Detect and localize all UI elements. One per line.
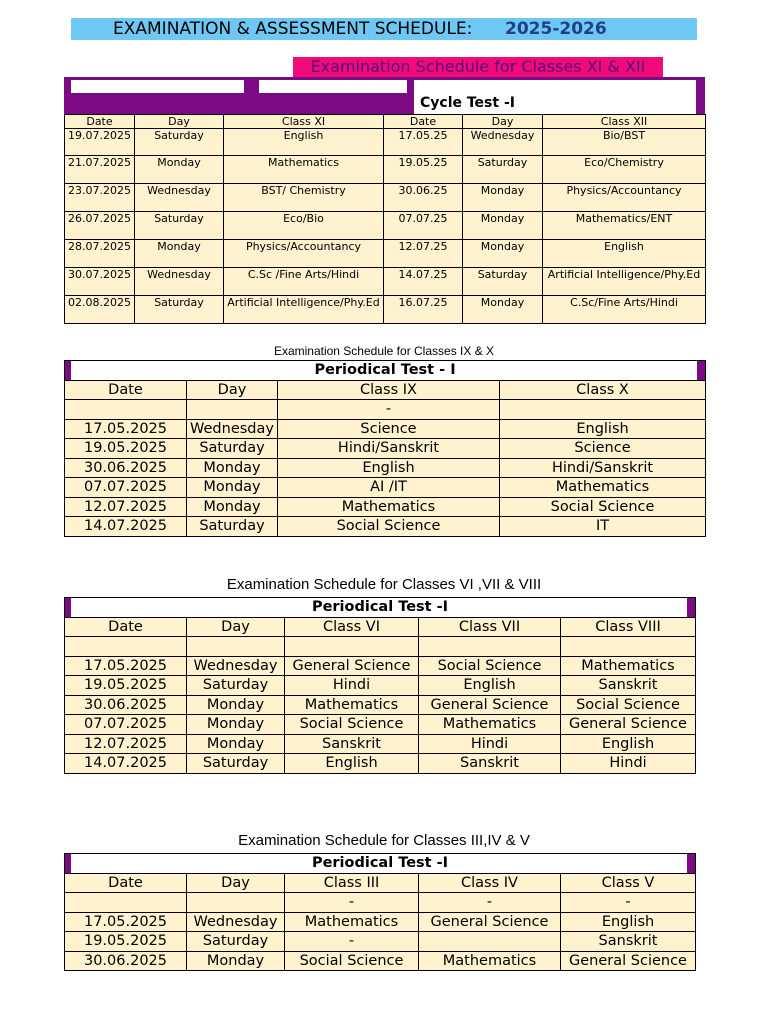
table-header-row [65,380,706,400]
day-cell: Saturday [187,517,278,537]
table-row [65,268,706,296]
date-cell: 30.06.2025 [65,951,187,971]
day-cell: Monday [463,296,543,324]
periodical-test-label: Periodical Test -I [311,599,449,615]
iii-v-schedule-table [64,853,696,971]
xi-xii-heading: Examination Schedule for Classes XI & XII [293,57,663,77]
date-cell [65,400,187,420]
vi-viii-schedule-table [64,597,696,774]
date-cell: 30.06.2025 [65,458,187,478]
day-cell: Monday [187,715,285,735]
cycle-test-label: Cycle Test -I [420,95,515,111]
header-cell: Class IX [278,380,500,400]
table-row [65,296,706,324]
header-cell: Date [65,873,187,893]
date-cell: 12.07.25 [384,240,463,268]
subject-cell: General Science [419,695,561,715]
day-cell: Monday [187,734,285,754]
subject-cell: Mathematics [285,912,419,932]
day-cell [187,893,285,913]
table-row [65,656,696,676]
subject-cell: English [543,240,706,268]
subject-cell: Sanskrit [285,734,419,754]
ix-x-heading: Examination Schedule for Classes IX & X [273,344,495,358]
subject-cell: Mathematics [278,497,500,517]
date-cell: 17.05.2025 [65,656,187,676]
header-cell: Date [65,380,187,400]
table-row [65,497,706,517]
header-cell: Date [65,617,187,637]
header-cell: Day [187,380,278,400]
periodical-test-label: Periodical Test - I [314,362,456,378]
test-title-row [65,598,696,618]
day-cell: Monday [187,951,285,971]
header-cell: Class X [500,380,706,400]
date-cell: 07.07.2025 [65,715,187,735]
subject-cell: - [285,932,419,952]
subject-cell: English [278,458,500,478]
table-row [65,715,696,735]
subject-cell: - [419,893,561,913]
day-cell: Wednesday [187,419,278,439]
day-cell: Monday [135,240,224,268]
header-cell: Day [187,617,285,637]
periodical-test-label: Periodical Test -I [311,855,449,871]
ix-x-schedule-table [64,360,706,537]
subject-cell: Mathematics [285,695,419,715]
subject-cell [561,637,696,657]
day-cell: Wednesday [463,129,543,156]
day-cell: Saturday [187,754,285,774]
date-cell: 30.07.2025 [65,268,135,296]
subject-cell: General Science [419,912,561,932]
subject-cell: Mathematics [224,156,384,184]
date-cell: 14.07.25 [384,268,463,296]
date-cell: 14.07.2025 [65,517,187,537]
subject-cell [419,637,561,657]
subject-cell: Social Science [500,497,706,517]
day-cell: Monday [463,212,543,240]
day-cell: Saturday [135,129,224,156]
subject-cell: Social Science [561,695,696,715]
subject-cell: English [224,129,384,156]
subject-cell: Science [278,419,500,439]
subject-cell: - [561,893,696,913]
subject-cell [500,400,706,420]
subject-cell: Sanskrit [419,754,561,774]
subject-cell: General Science [285,656,419,676]
subject-cell: Sanskrit [561,932,696,952]
subject-cell: C.Sc/Fine Arts/Hindi [543,296,706,324]
test-title-row [65,361,706,381]
header-cell: Class VII [419,617,561,637]
header-cell: Date [65,115,135,129]
day-cell [187,637,285,657]
day-cell: Saturday [187,676,285,696]
date-cell: 17.05.2025 [65,912,187,932]
date-cell: 28.07.2025 [65,240,135,268]
table-row [65,932,696,952]
date-cell: 16.07.25 [384,296,463,324]
day-cell: Monday [187,478,278,498]
subject-cell: Hindi/Sanskrit [278,439,500,459]
day-cell: Wednesday [135,268,224,296]
subject-cell: Hindi [561,754,696,774]
subject-cell: Mathematics/ENT [543,212,706,240]
subject-cell [285,637,419,657]
table-row [65,734,696,754]
day-cell: Saturday [135,296,224,324]
subject-cell: AI /IT [278,478,500,498]
header-cell: Class VIII [561,617,696,637]
day-cell: Monday [187,458,278,478]
header-cell: Class V [561,873,696,893]
table-row [65,951,696,971]
table-row [65,912,696,932]
table-row [65,439,706,459]
header-cell: Day [187,873,285,893]
table-row [65,676,696,696]
date-cell: 07.07.25 [384,212,463,240]
subject-cell: Physics/Accountancy [224,240,384,268]
table-row [65,400,706,420]
date-cell: 30.06.2025 [65,695,187,715]
subject-cell: Social Science [285,715,419,735]
subject-cell: - [285,893,419,913]
test-title-row [65,854,696,874]
subject-cell: General Science [561,715,696,735]
table-row [65,893,696,913]
header-cell: Class IV [419,873,561,893]
header-cell: Class XII [543,115,706,129]
table-row [65,156,706,184]
date-cell [65,637,187,657]
day-cell: Saturday [463,156,543,184]
iii-v-heading: Examination Schedule for Classes III,IV & V [238,832,530,849]
subject-cell: - [278,400,500,420]
date-cell: 23.07.2025 [65,184,135,212]
subject-cell: C.Sc /Fine Arts/Hindi [224,268,384,296]
subject-cell: Mathematics [419,715,561,735]
subject-cell: Hindi [285,676,419,696]
day-cell: Saturday [135,212,224,240]
date-cell: 19.05.2025 [65,439,187,459]
table-row [65,212,706,240]
day-cell: Saturday [187,932,285,952]
date-cell: 02.08.2025 [65,296,135,324]
subject-cell: Artificial Intelligence/Phy.Ed [543,268,706,296]
subject-cell: Eco/Bio [224,212,384,240]
subject-cell: Sanskrit [561,676,696,696]
table-header-row [65,617,696,637]
header-cell: Class III [285,873,419,893]
date-cell: 19.05.2025 [65,676,187,696]
day-cell: Wednesday [187,656,285,676]
day-cell: Saturday [187,439,278,459]
day-cell: Monday [463,240,543,268]
table-row [65,458,706,478]
date-cell: 21.07.2025 [65,156,135,184]
date-cell: 30.06.25 [384,184,463,212]
day-cell: Monday [135,156,224,184]
table-row [65,184,706,212]
subject-cell: IT [500,517,706,537]
subject-cell: Hindi/Sanskrit [500,458,706,478]
day-cell: Wednesday [187,912,285,932]
date-cell: 19.07.2025 [65,129,135,156]
header-cell: Day [463,115,543,129]
subject-cell: Artificial Intelligence/Phy.Ed [224,296,384,324]
academic-year: 2025-2026 [505,19,607,39]
day-cell [187,400,278,420]
table-header-row [65,115,706,129]
subject-cell: Bio/BST [543,129,706,156]
day-cell: Monday [187,695,285,715]
subject-cell: English [561,734,696,754]
subject-cell: Eco/Chemistry [543,156,706,184]
date-cell: 17.05.2025 [65,419,187,439]
table-row [65,478,706,498]
vi-viii-heading: Examination Schedule for Classes VI ,VII & VIII [226,576,542,593]
table-row [65,517,706,537]
subject-cell: Hindi [419,734,561,754]
date-cell: 17.05.25 [384,129,463,156]
header-cell: Day [135,115,224,129]
day-cell: Saturday [463,268,543,296]
day-cell: Wednesday [135,184,224,212]
subject-cell: General Science [561,951,696,971]
subject-cell: Science [500,439,706,459]
subject-cell: Mathematics [419,951,561,971]
table-row [65,637,696,657]
subject-cell: Social Science [419,656,561,676]
table-row [65,754,696,774]
subject-cell: English [500,419,706,439]
date-cell: 14.07.2025 [65,754,187,774]
header-cell: Class XI [224,115,384,129]
subject-cell: Mathematics [561,656,696,676]
date-cell: 26.07.2025 [65,212,135,240]
subject-cell: BST/ Chemistry [224,184,384,212]
subject-cell: Social Science [278,517,500,537]
subject-cell: English [419,676,561,696]
day-cell: Monday [187,497,278,517]
table-row [65,129,706,156]
main-title: EXAMINATION & ASSESSMENT SCHEDULE: [113,19,473,39]
table-row [65,419,706,439]
subject-cell: Physics/Accountancy [543,184,706,212]
date-cell: 19.05.25 [384,156,463,184]
date-cell [65,893,187,913]
header-cell: Date [384,115,463,129]
subject-cell [419,932,561,952]
date-cell: 12.07.2025 [65,734,187,754]
subject-cell: Mathematics [500,478,706,498]
table-row [65,240,706,268]
subject-cell: English [561,912,696,932]
subject-cell: English [285,754,419,774]
table-row [65,695,696,715]
day-cell: Monday [463,184,543,212]
date-cell: 12.07.2025 [65,497,187,517]
xi-xii-schedule-table [64,114,706,324]
main-title-bar [71,18,697,40]
subject-cell: Social Science [285,951,419,971]
table-header-row [65,873,696,893]
header-cell: Class VI [285,617,419,637]
date-cell: 07.07.2025 [65,478,187,498]
date-cell: 19.05.2025 [65,932,187,952]
